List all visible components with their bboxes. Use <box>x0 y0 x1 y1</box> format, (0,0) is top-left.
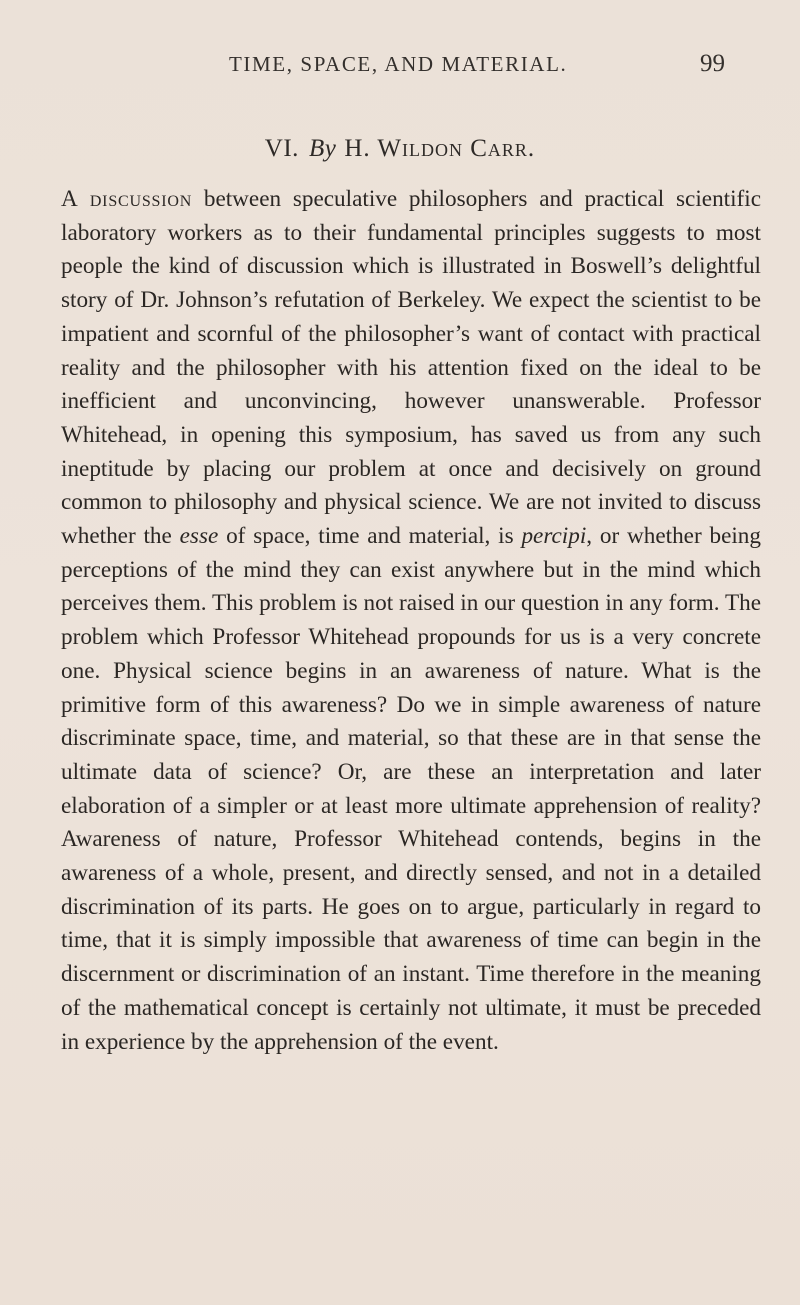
paragraph-text-1: between speculative philosophers and practical scientific laboratory workers as to their fundamental principles suggests to most people the kind of discussion which is illustrated in Boswell’s delightful story of Dr. Johnson’s refutation of Berkeley. We expect the scientist to be impatient and scornful of the philosopher’s want of contact with practical reality and the philosopher with his attention fixed on the ideal to be inefficient and unconvincing, however unanswerable. Professor Whitehead, in opening this symposium, has saved us from any such ineptitude by placing our problem at once and decisively on ground common to philosophy and physical science. We are not invited to discuss whether the <box>61 186 761 550</box>
running-title: TIME, SPACE, AND MATERIAL. <box>229 52 568 76</box>
section-by: By <box>308 135 337 162</box>
paragraph-text-2: of space, time and material, is <box>218 523 522 550</box>
paragraph-lead: A discussion <box>61 186 193 212</box>
running-head <box>0 52 800 82</box>
page-number: 99 <box>700 50 725 77</box>
italic-percipi: percipi <box>521 523 587 550</box>
paragraph-text-3: , or whether being perceptions of the mind they can exist anywhere but in the mind which perceives them. This problem is not raised in our question in any form. The problem which Professor Whitehead propounds for us is a very concrete one. Physical science begins in an awareness of nature. What is the primitive form of this awareness? Do we in simple awareness of nature discriminate space, time, and material, so that these are in that sense the ultimate data of science? Or, are these an interpretation and later elaboration of a simpler or at least more ultimate apprehension of reality? Awareness of nature, Professor Whitehead contends, begins in the awareness of a whole, present, and directly sensed, and not in a detailed discrimination of its parts. He goes on to argue, particularly in regard to time, that it is simply impossible that awareness of time can begin in the discernment or discrimination of an instant. Time therefore in the meaning of the mathematical concept is certainly not ultimate, it must be preceded in experience by the apprehension of the event. <box>61 523 761 1055</box>
section-number: VI. <box>264 135 299 162</box>
section-author: H. Wildon Carr. <box>344 135 536 162</box>
italic-esse: esse <box>179 523 219 550</box>
body-paragraph <box>61 183 761 1059</box>
section-heading <box>0 135 800 163</box>
